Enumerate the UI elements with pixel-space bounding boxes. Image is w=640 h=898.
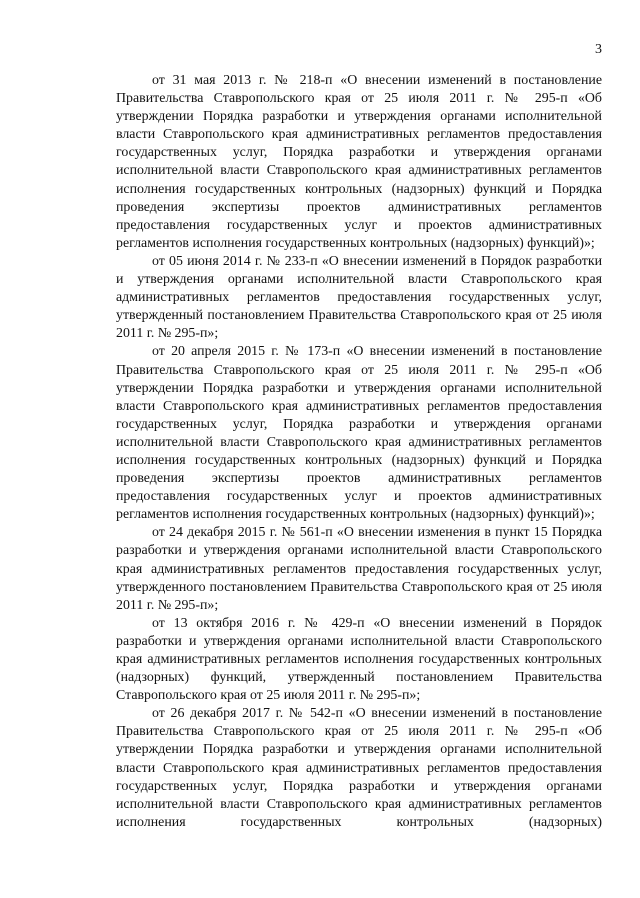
paragraph-resolution-429: от 13 октября 2016 г. № 429-п «О внесении изменений в Порядок разработки и утверждения органами исполнительной власти Ставропольского края административных регламентов исполнения государственных контрольных (надзорных) функций, утвержденный постановлением Правительства Ставропольского края от 25 июля 2011 г. № 295-п»; <box>116 615 602 704</box>
paragraph-resolution-173: от 20 апреля 2015 г. № 173-п «О внесении изменений в постановление Правительства Ставропольского края от 25 июля 2011 г. № 295-п «Об утверждении Порядка разработки и утверждения органами исполнительной власти Ставропольского края административных регламентов предоставления государственных услуг, Порядка разработки и утверждения органами исполнительной власти Ставропольского края административных регламентов исполнения государственных контрольных (надзорных) функций и Порядка проведения экспертизы проектов административных регламентов предоставления государственных услуг и проектов административных регламентов исполнения государственных контрольных (надзорных) функций)»; <box>116 344 602 523</box>
page-number: 3 <box>595 42 602 57</box>
paragraph-resolution-218: от 31 мая 2013 г. № 218-п «О внесении изменений в постановление Правительства Ставропольского края от 25 июля 2011 г. № 295-п «Об утверждении Порядка разработки и утверждения органами исполнительной власти Ставропольского края административных регламентов предоставления государственных услуг, Порядка разработки и утверждения органами исполнительной власти Ставропольского края административных регламентов исполнения государственных контрольных (надзорных) функций и Порядка проведения экспертизы проектов административных регламентов предоставления государственных услуг и проектов административных регламентов исполнения государственных контрольных (надзорных) функций)»; <box>116 73 602 251</box>
paragraph-resolution-542: от 26 декабря 2017 г. № 542-п «О внесении изменений в постановление Правительства Ставропольского края от 25 июля 2011 г. № 295-п «Об утверждении Порядка разработки и утверждения органами исполнительной власти Ставропольского края административных регламентов предоставления государственных услуг, Порядка разработки и утверждения органами исполнительной власти Ставропольского края административных регламентов исполнения государственных контрольных (надзорных) <box>116 706 602 830</box>
document-body <box>116 72 602 832</box>
paragraph-resolution-233: от 05 июня 2014 г. № 233-п «О внесении изменений в Порядок разработки и утверждения органами исполнительной власти Ставропольского края административных регламентов предоставления государственных услуг, утвержденный постановлением Правительства Ставропольского края от 25 июля 2011 г. № 295-п»; <box>116 253 602 342</box>
paragraph-resolution-561: от 24 декабря 2015 г. № 561-п «О внесении изменения в пункт 15 Порядка разработки и утверждения органами исполнительной власти Ставропольского края административных регламентов предоставления государственных услуг, утвержденного постановлением Правительства Ставропольского края от 25 июля 2011 г. № 295-п»; <box>116 525 602 613</box>
